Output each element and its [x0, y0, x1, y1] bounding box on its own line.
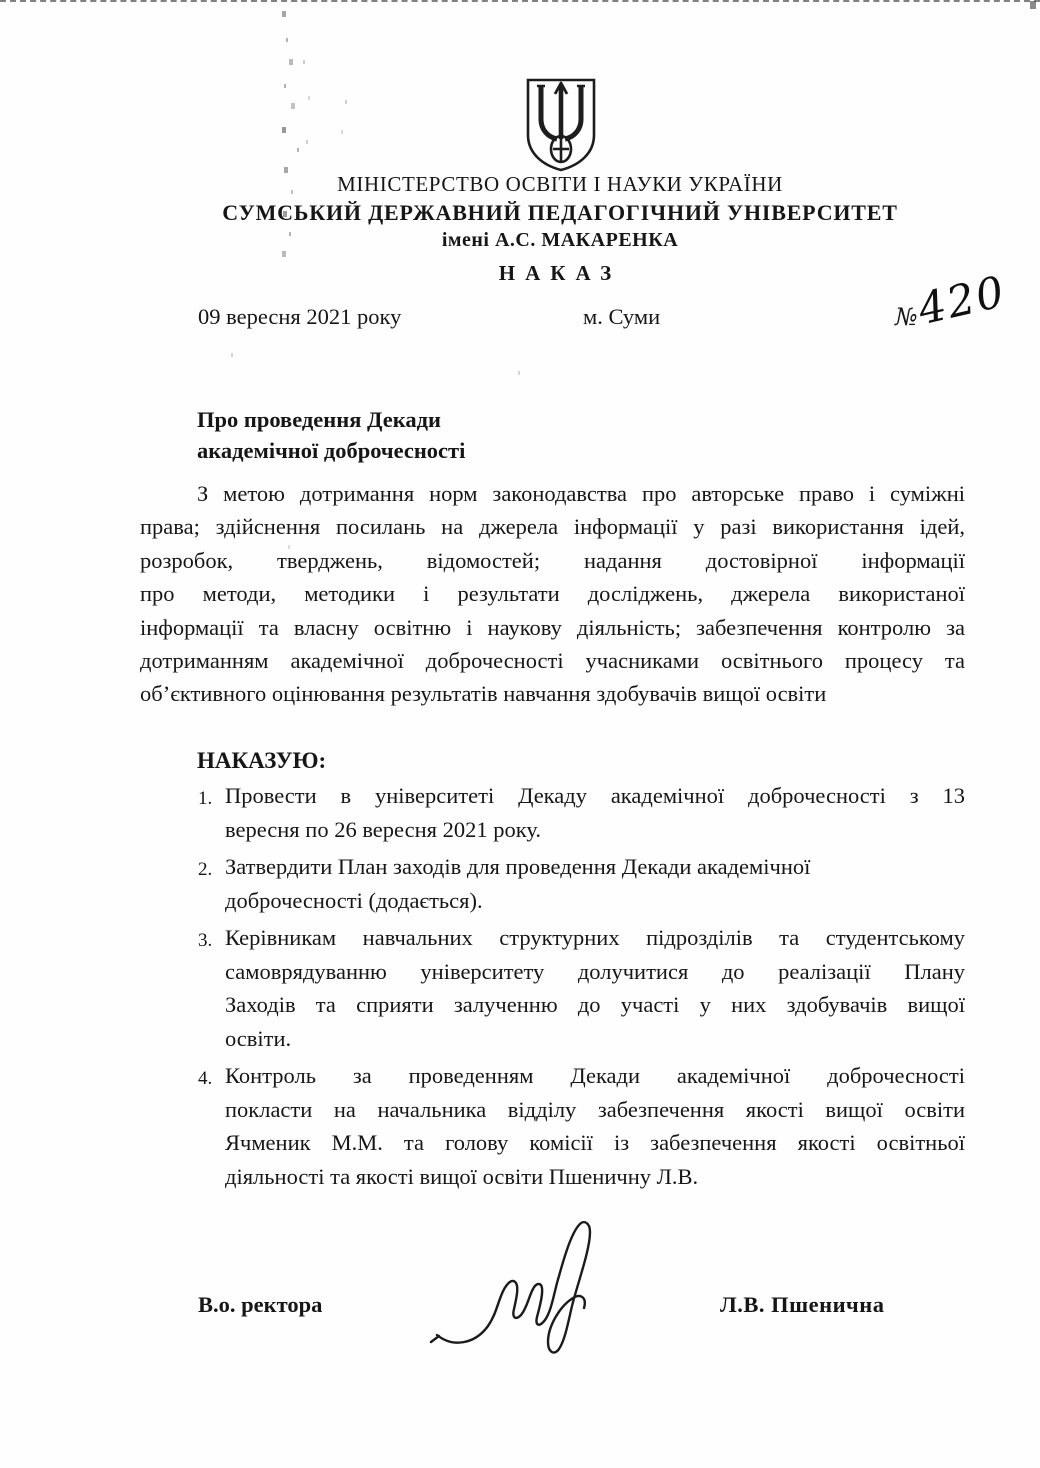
order-subject: [197, 404, 465, 466]
signatory-role: В.о. ректора: [198, 1292, 323, 1317]
order-item-line: доброчесності (додається).: [225, 887, 483, 913]
order-subject-line: академічної доброчесності: [197, 438, 466, 463]
order-item-line: покласти на начальника відділу забезпечення якості вищої освіти: [225, 1096, 965, 1122]
order-city: м. Суми: [583, 304, 661, 329]
order-item: [198, 1059, 965, 1193]
order-heading: НАКАЗУЮ:: [197, 748, 327, 773]
order-item: [198, 850, 965, 917]
order-item-line: освіти.: [225, 1025, 292, 1051]
university-title: СУМСЬКИЙ ДЕРЖАВНИЙ ПЕДАГОГІЧНИЙ УНІВЕРСИТЕТ: [222, 200, 898, 225]
number-sign: №: [895, 303, 918, 331]
rector-handwritten-signature: [425, 1220, 630, 1360]
order-item-line: Керівникам навчальних структурних підрозділів та студентському: [225, 925, 965, 950]
preamble-line: розробок, тверджень, відомостей; надання достовірної інформації: [140, 547, 965, 573]
order-item-line: Ячменик М.М. та голову комісії із забезпечення якості освітньої: [225, 1130, 965, 1155]
order-item-line: діяльності та якості вищої освіти Пшеничну Л.В.: [225, 1163, 699, 1189]
order-item-text: [225, 779, 965, 846]
order-item-text: [225, 1059, 965, 1193]
preamble-line: інформації та власну освітню і наукову діяльність; забезпечення контролю за: [140, 614, 965, 640]
document-type-title: НАКАЗ: [498, 261, 622, 285]
ministry-title: МІНІСТЕРСТВО ОСВІТИ І НАУКИ УКРАЇНИ: [337, 172, 783, 196]
order-item-line: Контроль за проведенням Декади академічної доброчесності: [225, 1063, 965, 1088]
order-item-number: 1.: [198, 788, 213, 809]
order-item: [198, 779, 965, 846]
order-date: 09 вересня 2021 року: [198, 304, 402, 329]
preamble-line: права; здійснення посилань на джерела інформації у разі використання ідей,: [140, 514, 965, 540]
order-preamble: [140, 477, 965, 711]
preamble-line: про методи, методики і результати досліджень, джерела використаної: [140, 581, 965, 607]
order-subject-line: Про проведення Декади: [197, 407, 441, 432]
order-item-text: [225, 921, 965, 1055]
order-section: [140, 744, 965, 1197]
handwritten-order-number: 420: [913, 266, 1011, 336]
scan-edge-line: [0, 0, 1040, 2]
order-item-number: 3.: [198, 930, 213, 951]
order-item-line: Заходів та сприяти залученню до участі у них здобувачів вищої: [225, 992, 965, 1017]
preamble-line: дотриманням академічної доброчесності учасниками освітнього процесу та: [140, 648, 965, 674]
order-item-number: 2.: [198, 859, 213, 880]
scan-noise-artifacts: [0, 0, 2, 4]
preamble-line: об’єктивного оцінювання результатів навчання здобувачів вищої освіти: [140, 681, 827, 707]
order-item-line: самоврядуванню університету долучитися до реалізації Плану: [225, 958, 965, 984]
order-item-line: Затвердити План заходів для проведення Декади академічної: [225, 854, 811, 879]
order-item-number: 4.: [198, 1068, 213, 1089]
university-named-after: імені А.С. МАКАРЕНКА: [441, 229, 679, 251]
ukraine-trident-coat-of-arms-icon: [524, 77, 598, 173]
order-item-line: вересня по 26 вересня 2021 року.: [225, 816, 541, 842]
order-item-line: Провести в університеті Декаду академічної доброчесності з 13: [225, 783, 965, 808]
preamble-line: З метою дотримання норм законодавства про авторське право і суміжні: [197, 481, 965, 506]
order-item-text: [225, 850, 965, 917]
signatory-name: Л.В. Пшенична: [720, 1292, 885, 1317]
order-item: [198, 921, 965, 1055]
